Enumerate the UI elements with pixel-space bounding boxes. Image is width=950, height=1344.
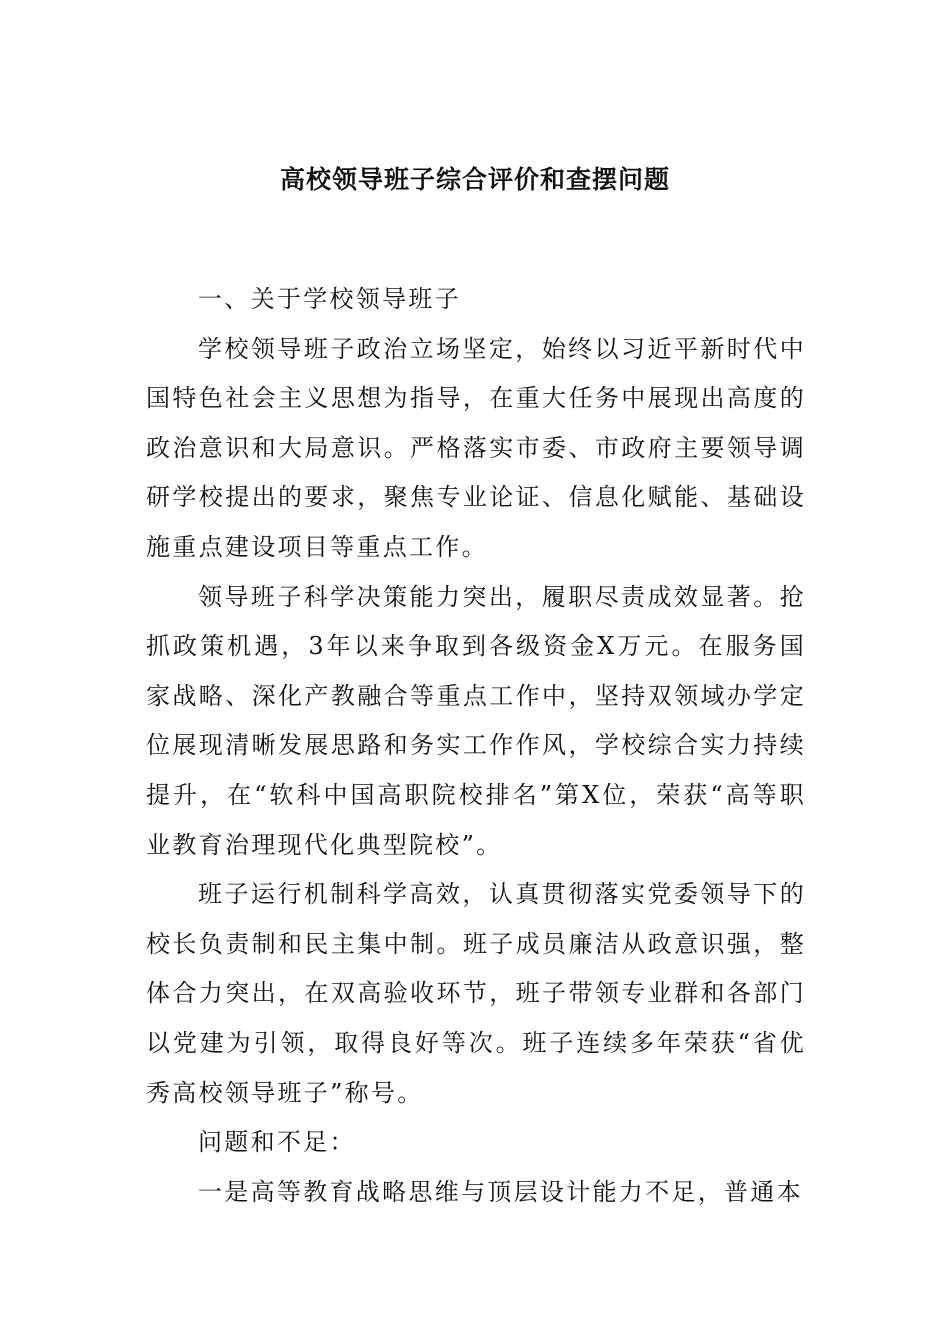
issue-first-line: 一是高等教育战略思维与顶层设计能力不足，普通本 — [198, 1177, 803, 1206]
section-heading: 一、关于学校领导班子 — [198, 285, 461, 313]
issues-heading: 问题和不足： — [198, 1128, 356, 1157]
paragraph-political-stance: 学校领导班子政治立场坚定，始终以习近平新时代中国特色社会主义思想为指导，在重大任务中展现出高度的政治意识和大局意识。严格落实市委、市政府主要领导调研学校提出的要求，聚焦专业论证、信息化赋能、基础设施重点建设项目等重点工作。 — [146, 334, 806, 561]
document-title: 高校领导班子综合评价和查摆问题 — [279, 165, 670, 194]
paragraph-decision-making: 领导班子科学决策能力突出，履职尽责成效显著。抢抓政策机遇，3年以来争取到各级资金X万元。在服务国家战略、深化产教融合等重点工作中，坚持双领域办学定位展现清晰发展思路和务实工作作风，学校综合实力持续提升，在“软科中国高职院校排名”第X位，荣获“高等职业教育治理现代化典型院校”。 — [146, 582, 806, 859]
document-body — [146, 275, 806, 1217]
paragraph-operating-mechanism: 班子运行机制科学高效，认真贯彻落实党委领导下的校长负责制和民主集中制。班子成员廉洁从政意识强，整体合力突出，在双高验收环节，班子带领专业群和各部门以党建为引领，取得良好等次。班子连续多年荣获“省优秀高校领导班子”称号。 — [146, 880, 806, 1107]
